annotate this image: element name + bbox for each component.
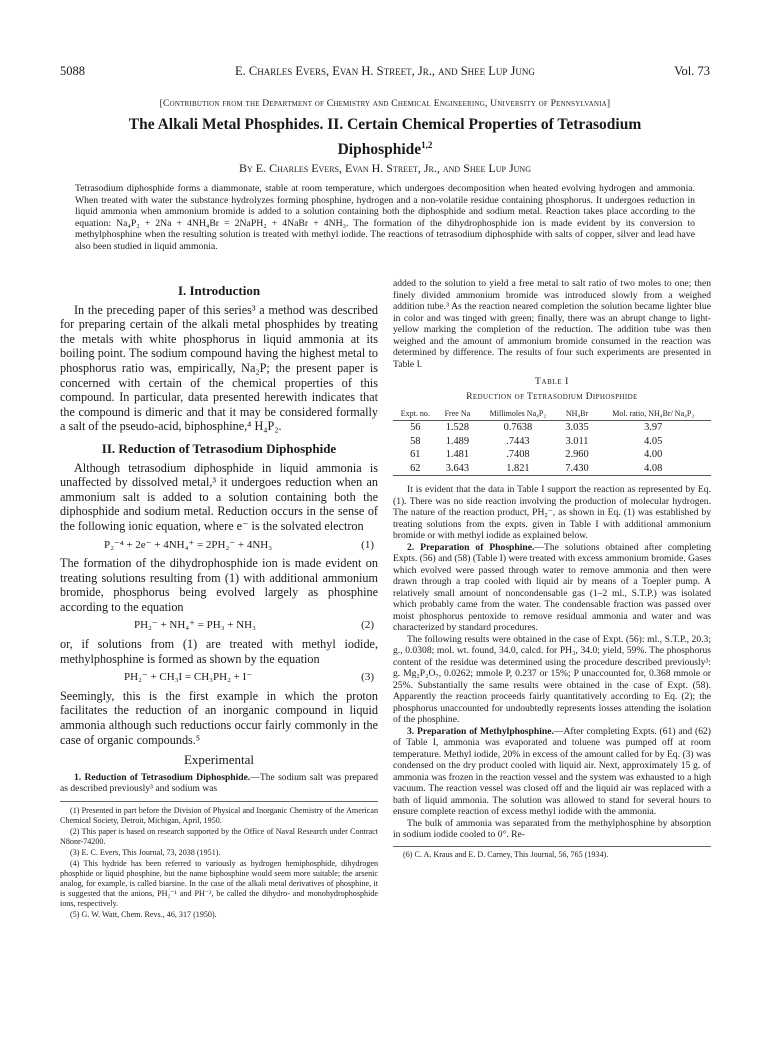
table-cell: 2.960 xyxy=(565,449,589,460)
footnote-5: (5) G. W. Watt, Chem. Revs., 46, 317 (1950). xyxy=(70,909,217,919)
table-cell: 4.08 xyxy=(595,462,711,476)
table-row xyxy=(393,435,711,449)
table-cell: 7.430 xyxy=(559,462,596,476)
equation-3 xyxy=(124,670,378,685)
byline: By E. Charles Evers, Evan H. Street, Jr., and Shee Lup Jung xyxy=(239,161,531,175)
table-cell: 3.035 xyxy=(565,422,589,433)
table-cell: 0.7638 xyxy=(503,422,533,433)
table-cell: 58 xyxy=(410,435,421,447)
footnote-4: (4) This hydride has been referred to variously as hydrogen hemiphosphide, dihydrogen phosphide or liquid phosphine, but the name biphosphine would seem more suitable; the arsenic analog, for example, is called biarsine. In the case of the alkali metal derivatives of phosphine, it is suggested that the anions, PH₂⁻¹ and PH⁻², be called the dihydro- and monohydrophosphide ions, respectively. xyxy=(60,858,378,908)
table-cell: .7443 xyxy=(506,435,530,447)
data-table xyxy=(393,409,711,476)
volume-label: Vol. 73 xyxy=(674,64,710,78)
section-2-heading: II. Reduction of Tetrasodium Diphosphide xyxy=(101,440,337,456)
table-cell: 3.97 xyxy=(644,422,663,433)
table-cell: 3.643 xyxy=(438,462,478,476)
section-2-paragraph-3: or, if solutions from (1) are treated with methyl iodide, methylphosphine is formed as shown by the equation xyxy=(60,637,378,666)
page-number: 5088 xyxy=(60,64,85,78)
table-cell: 1.481 xyxy=(445,449,470,460)
table-subtitle: Reduction of Tetrasodium Diphosphide xyxy=(466,391,638,402)
table-header: Expt. no. xyxy=(393,409,438,421)
title-line-1: The Alkali Metal Phosphides. II. Certain Chemical Properties of Tetrasodium xyxy=(128,116,642,133)
phosphine-subheading: 2. Preparation of Phosphine. xyxy=(407,541,535,553)
table-row xyxy=(393,448,711,462)
equation-1-text: P₂⁻⁴ + 2e⁻ + 4NH₄⁺ = 2PH₂⁻ + 4NH₃ xyxy=(104,538,273,551)
section-2-paragraph-2: The formation of the dihydrophosphide ion is made evident on treating solutions resulting from (1) with additional ammonium bromide, phosphorus being evolved largely as phosphine according to the equation xyxy=(60,556,378,614)
header-authors: E. Charles Evers, Evan H. Street, Jr., and Shee Lup Jung xyxy=(235,64,535,78)
table-cell: 4.05 xyxy=(644,435,663,447)
equation-2 xyxy=(134,618,378,633)
footnote-2: (2) This paper is based on research supported by the Office of Naval Research under Contract N8onr-74200. xyxy=(60,826,378,846)
table-cell: 4.00 xyxy=(644,449,663,460)
table-header: Mol. ratio, NH₄Br/ Na₄P₂ xyxy=(595,409,711,421)
section-2-paragraph-1: Although tetrasodium diphosphide in liquid ammonia is unaffected by dissolved metal,³ it undergoes reduction when an ammonium salt is added to a solution containing both the diphosphide and sodium metal. Reduction occurs in the sense of the following ionic equation, where e⁻ is the solvated electron xyxy=(60,460,378,533)
section-2-paragraph-4: Seemingly, this is the first example in which the proton facilitates the reduction of an inorganic compound in liquid ammonia although such reductions occur fairly commonly in the case of organic compounds.⁵ xyxy=(60,688,378,747)
section-3-prep-methylphosphine xyxy=(393,726,711,818)
table-cell: 1.528 xyxy=(445,422,470,433)
experimental-text: —The sodium salt was prepared as described previously³ and sodium was xyxy=(60,771,378,795)
table-cell: 3.011 xyxy=(565,435,589,447)
table-row xyxy=(393,421,711,435)
running-header xyxy=(60,64,710,80)
table-caption: Table I xyxy=(535,376,569,387)
table-cell: 1.821 xyxy=(477,462,558,476)
left-footnotes xyxy=(60,801,378,920)
equation-1 xyxy=(104,538,378,553)
right-paragraph-1: added to the solution to yield a free metal to salt ratio of two moles to one; then finely divided ammonium bromide was introduced slowly from a weighed addition tube.³ As the reaction neared completion the solution became lighter blue in color and was tinged with green; finally, there was an abrupt change to light-yellow marking the completion of the reduction. The addition tube was then weighed and the amount of ammonium bromide consumed in the reaction was determined by difference. The results of four such experiments are presented in Table I. xyxy=(393,278,711,370)
table-header: Free Na xyxy=(438,409,478,421)
title-line-2: Diphosphide xyxy=(337,141,422,159)
table-cell: 62 xyxy=(393,462,438,476)
table-cell: 56 xyxy=(410,422,421,433)
table-cell: 61 xyxy=(410,449,421,460)
title-footnote-ref: 1,2 xyxy=(421,140,433,150)
right-paragraph-3: The following results were obtained in the case of Expt. (56): ml., S.T.P., 20.3; g., 0.0308; mol. wt. found, 34.0, calcd. for PH₃, 34.0; yield, 59%. The phosphorus content of the residue was determined using the procedure described previously³: g. Mg₂P₂O₇, 0.0262; mmole P, 0.237 or 15%; P unaccounted for, 0.368 mmole or 25%. Substantially the same results were obtained in the case of Expt. (58). Apparently the reaction proceeds fairly quantitatively according to Eq. (2); the phosphorus unaccounted for undoubtedly represents losses attending the isolation of the phosphine. xyxy=(393,633,711,725)
equation-1-number: (1) xyxy=(361,538,374,551)
table-header: NH₄Br xyxy=(559,409,596,421)
phosphine-text: —The solutions obtained after completing Expts. (56) and (58) (Table I) were treated with excess ammonium bromide. Gases which evolved were passed through water to remove ammonia and then were drawn through a trap cooled with liquid air by means of a Toepler pump. A relatively small amount of noncondensable gas (1–2 ml., S.T.P.) was isolated which probably came from the water. The condensable fraction was passed over moist phosphorus pentoxide to remove residual ammonia and water and was characterized by standard procedures. xyxy=(393,541,711,633)
experimental-subheading: 1. Reduction of Tetrasodium Diphosphide. xyxy=(74,771,251,783)
right-paragraph-2: It is evident that the data in Table I support the reaction as represented by Eq. (1). There was no side reaction involving the production of molecular hydrogen. The nature of the reaction product, PH₂⁻, as shown in Eq. (1) was established by treating solutions from the expts. given in Table I with additional ammonium bromide or with methyl iodide as explained below. xyxy=(393,484,711,541)
equation-3-number: (3) xyxy=(361,671,374,684)
intro-heading: I. Introduction xyxy=(177,283,261,298)
methylphosphine-subheading: 3. Preparation of Methylphosphine. xyxy=(407,725,554,737)
table-header: Millimoles Na₄P₂ xyxy=(477,409,558,421)
table-cell: 1.489 xyxy=(445,435,470,447)
left-column xyxy=(60,280,378,921)
footnote-6: (6) C. A. Kraus and E. D. Carney, This Journal, 56, 765 (1934). xyxy=(393,846,711,860)
experimental-heading: Experimental xyxy=(183,752,255,768)
intro-paragraph: In the preceding paper of this series³ a method was described for preparing certain of the alkali metal phosphides by treating the metals with white phosphorus in liquid ammonia at its boiling point. The sodium compound having the highest metal to phosphorus ratio was, empirically, Na₂P; the present paper is concerned with certain of the chemical properties of this compound. In particular, data presented herewith indicates that the compound is dimeric and that it may be considered formally a salt of the pseudo-acid, biphosphine,⁴ H₄P₂. xyxy=(60,302,378,434)
paper-title xyxy=(60,115,710,160)
right-paragraph-4: The bulk of ammonia was separated from the methylphosphine by absorption in sodium iodide cooled to 0°. Re- xyxy=(393,817,711,840)
table-row xyxy=(393,462,711,476)
equation-2-text: PH₂⁻ + NH₄⁺ = PH₃ + NH₃ xyxy=(134,619,256,632)
footnote-3: (3) E. C. Evers, This Journal, 73, 2038 (1951). xyxy=(70,847,221,857)
section-2-prep-phosphine xyxy=(393,542,711,634)
equation-3-text: PH₂⁻ + CH₃I = CH₃PH₂ + I⁻ xyxy=(124,671,253,684)
experimental-paragraph xyxy=(60,772,378,795)
equation-2-number: (2) xyxy=(361,619,374,632)
methylphosphine-text: —After completing Expts. (61) and (62) of Table I, ammonia was evaporated and toluene was pumped off at room temperature. Methyl iodide, 20% in excess of the amount called for by Eq. (3) was condensed on the dry product cooled with liquid air. Next, approximately 15 g. of ammonia was frozen in the reaction vessel and the system was exhausted to a high vacuum. The reaction vessel was closed off and the liquid air was replaced with a bath of liquid ammonia. The solution was allowed to stand for several hours to ensure complete reaction of excess methyl iodide with the ammonia. xyxy=(393,725,711,817)
table-cell: .7408 xyxy=(506,449,530,460)
right-column xyxy=(393,278,711,860)
contribution-line: [Contribution from the Department of Chemistry and Chemical Engineering, University of Pennsylvania] xyxy=(159,98,611,109)
footnote-1: (1) Presented in part before the Division of Physical and Inorganic Chemistry of the American Chemical Society, Detroit, Michigan, April, 1950. xyxy=(60,805,378,825)
abstract: Tetrasodium diphosphide forms a diammonate, stable at room temperature, which undergoes decomposition when heated evolving hydrogen and ammonia. When treated with water the substance hydrolyzes forming phosphine, hydrogen and a non-volatile residue containing phosphorus. It undergoes reduction in liquid ammonia when ammonium bromide is added to a solution containing both the diphosphide and sodium metal. Reaction takes place according to the equation: Na₄P₂ + 2Na + 4NH₄Br = 2NaPH₂ + 4NaBr + 4NH₃. The formation of the dihydrophosphide ion is made evident by its conversion to methylphosphine when the resulting solution is treated with methyl iodide. The reactions of tetrasodium diphosphide with salts of copper, silver and lead have also been studied in liquid ammonia. xyxy=(75,183,695,252)
